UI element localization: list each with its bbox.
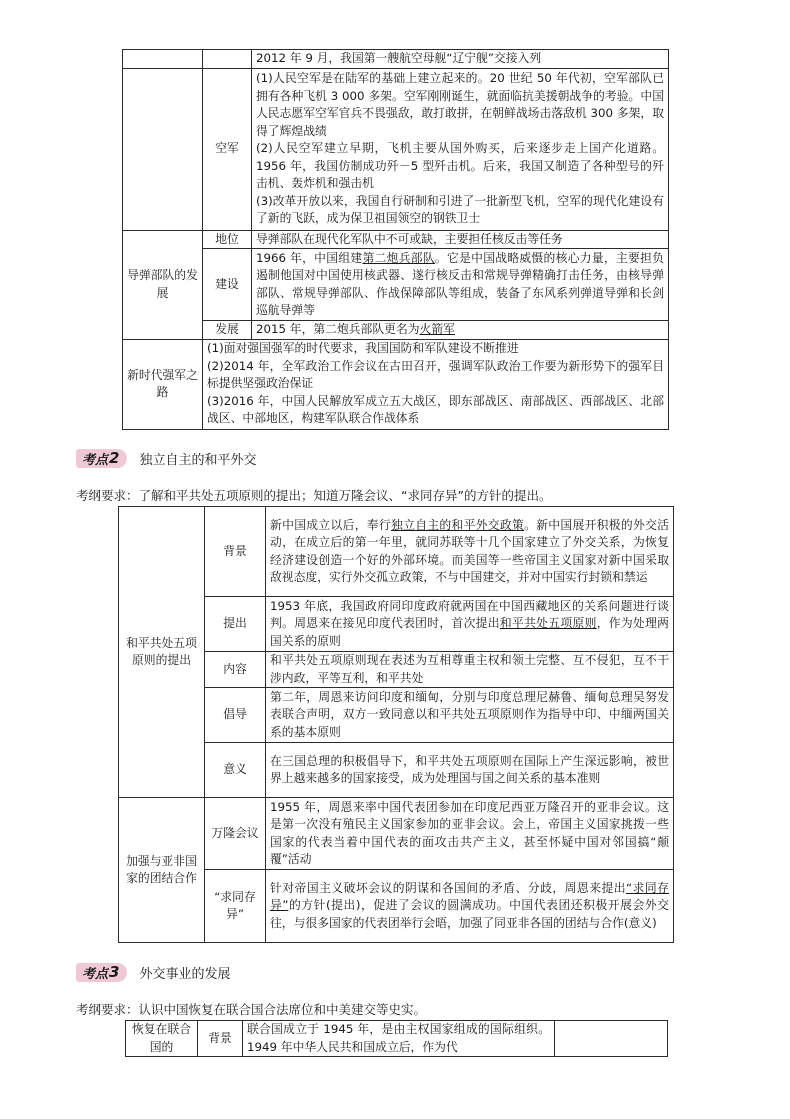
air-force-text: (1)人民空军是在陆军的基础上建立起来的。20 世纪 50 年代初，空军部队已拥有各种飞机 3 000 多架。空军刚刚诞生，就面临抗美援朝战争的考验。中国人民志愿军空军官兵不畏强敌，敢打敢拼，在朝鲜战场击落敌机 300 多架，取得了辉煌战绩 (2)人民空军建立早期，飞机主要从国外购买，后来逐步走上国产化道路。1956 年，我国仿制成功歼－5 型歼击机。后来，我国又制造了各种型号的歼击机、轰炸机和强击机 (3)改革开放以来，我国自行研制和引进了一批新型飞机，空军的现代化建设有了新的飞跃，成为保卫祖国领空的钢铁卫士 [252, 68, 669, 230]
status-text: 导弹部队在现代化军队中不可或缺，主要担任核反击等任务 [252, 230, 669, 249]
section-3-title: 外交事业的发展 [139, 966, 231, 982]
un-background-text: 联合国成立于 1945 年，是由主权国家组成的国际组织。1949 年中华人民共和国成立后，作为代 [243, 1021, 555, 1057]
missile-force-label: 导弹部队的发展 [123, 230, 203, 339]
un-background-label: 背景 [198, 1021, 243, 1057]
section-2-header [76, 447, 256, 469]
strong-army-label: 新时代强军之路 [123, 339, 203, 429]
status-label: 地位 [203, 230, 252, 249]
background-label: 背景 [205, 507, 266, 597]
section-2-badge: 考点 2 [76, 449, 127, 468]
strong-army-text: (1)面对强国强军的时代要求，我国国防和军队建设不断推进 (2)2014 年，全军政治工作会议在古田召开，强调军队政治工作要为新形势下的强军目标提供坚强政治保证 (3)2016 年，中国人民解放军成立五大战区，即东部战区、南部战区、西部战区、北部战区、中部地区，构建军队联合作战体系 [203, 339, 669, 429]
section-2-requirement: 考纲要求：了解和平共处五项原则的提出；知道万隆会议、“求同存异”的方针的提出。 [76, 488, 552, 503]
five-principles-label: 和平共处五项原则的提出 [119, 507, 205, 798]
bandung-text: 1955 年，周恩来率中国代表团参加在印度尼西亚万隆召开的亚非会议。这是第一次没有殖民主义国家参加的亚非会议。会上，帝国主义国家挑拨一些国家的代表当着中国代表的面攻击共产主义，甚至怀疑中国对邻国搞“颠覆”活动 [266, 798, 674, 870]
content-label: 内容 [205, 652, 266, 688]
advocacy-text: 第二年，周恩来访问印度和缅甸，分别与印度总理尼赫鲁、缅甸总理吴努发表联合声明，双方一致同意以和平共处五项原则作为指导中印、中缅两国关系的基本原则 [266, 688, 674, 743]
content-text: 和平共处五项原则现在表述为互相尊重主权和领土完整、互不侵犯，互不干涉内政，平等互利，和平共处 [266, 652, 674, 688]
background-text: 新中国成立以后，奉行独立自主的和平外交政策。新中国展开积极的外交活动，在成立后的第一年里，就同苏联等十几个国家建立了外交关系，为恢复经济建设创造一个好的外部环境。而美国等一些帝国主义国家对新中国采取敌视态度，实行外交孤立政策，不与中国建交，并对中国实行封锁和禁运 [266, 507, 674, 597]
proposal-label: 提出 [205, 597, 266, 652]
military-table [122, 49, 669, 430]
navy-carrier-row: 2012 年 9 月，我国第一艘航空母舰“辽宁舰”交接入列 [252, 50, 669, 69]
seek-common-label: “求同存异” [205, 870, 266, 943]
significance-label: 意义 [205, 743, 266, 798]
advocacy-label: 倡导 [205, 688, 266, 743]
section-3-header [76, 961, 230, 983]
diplomacy-table [118, 506, 674, 943]
bandung-label: 万隆会议 [205, 798, 266, 870]
section-2-title: 独立自主的和平外交 [139, 452, 257, 468]
development-text: 2015 年，第二炮兵部队更名为火箭军 [252, 321, 669, 340]
construction-label: 建设 [203, 249, 252, 321]
asia-africa-label: 加强与亚非国家的团结合作 [119, 798, 205, 943]
air-force-label: 空军 [203, 68, 252, 230]
proposal-text: 1953 年底，我国政府同印度政府就两国在中国西藏地区的关系问题进行谈判。周恩来在接见印度代表团时，首次提出和平共处五项原则，作为处理两国关系的原则 [266, 597, 674, 652]
un-table [125, 1020, 668, 1057]
section-3-badge: 考点 3 [76, 963, 127, 982]
section-3-requirement: 考纲要求：认识中国恢复在联合国合法席位和中美建交等史实。 [76, 1002, 427, 1017]
seek-common-text: 针对帝国主义破坏会议的阴谋和各国间的矛盾、分歧，周恩来提出“求同存异”的方针(提出)，促进了会议的圆满成功。中国代表团还积极开展会外交往，与很多国家的代表团举行会晤，加强了同亚非各国的团结与合作(意义) [266, 870, 674, 943]
un-seat-label: 恢复在联合国的 [126, 1021, 198, 1057]
significance-text: 在三国总理的积极倡导下，和平共处五项原则在国际上产生深远影响，被世界上越来越多的国家接受，成为处理国与国之间关系的基本准则 [266, 743, 674, 798]
development-label: 发展 [203, 321, 252, 340]
construction-text: 1966 年，中国组建第二炮兵部队。它是中国战略威慑的核心力量，主要担负遏制他国对中国使用核武器、遂行核反击和常规导弹精确打击任务，由核导弹部队、常规导弹部队、作战保障部队等组成，装备了东风系列弹道导弹和长剑巡航导弹等 [252, 249, 669, 321]
